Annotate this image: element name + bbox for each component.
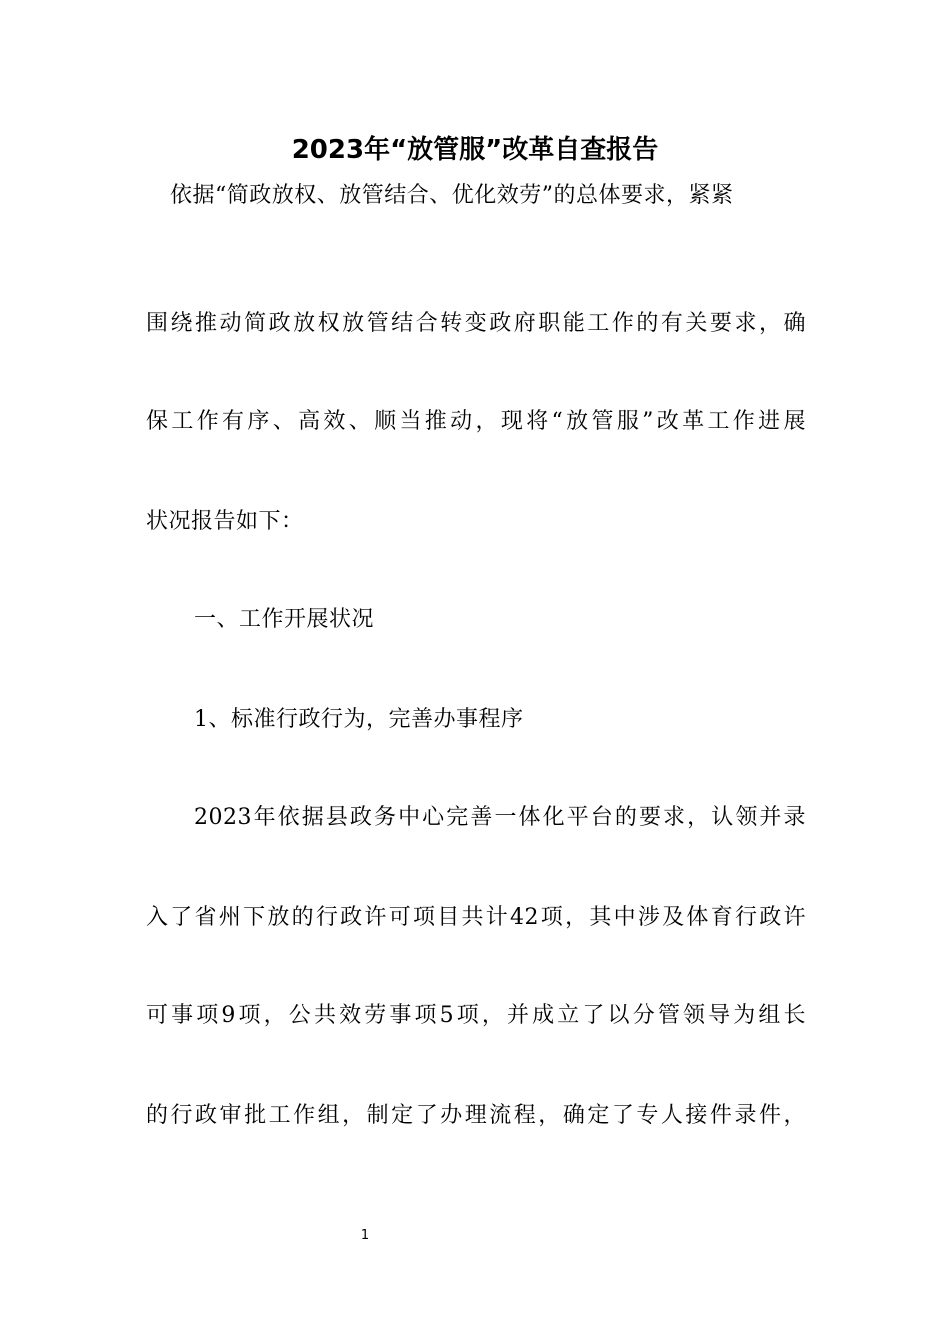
paragraph-line: 状况报告如下：	[146, 509, 304, 534]
paragraph-line: 入了省州下放的行政许可项目共计42项，其中涉及体育行政许	[146, 905, 806, 930]
paragraph-line: 保工作有序、高效、顺当推动，现将“放管服”改革工作进展	[146, 409, 806, 434]
document-title: 2023年“放管服”改革自查报告	[291, 135, 659, 165]
paragraph-line: 的行政审批工作组，制定了办理流程，确定了专人接件录件，	[146, 1103, 806, 1128]
paragraph-line: 围绕推动简政放权放管结合转变政府职能工作的有关要求，确	[146, 311, 806, 336]
paragraph-line: 2023年依据县政务中心完善一体化平台的要求，认领并录	[194, 805, 806, 830]
subsection-heading: 1、标准行政行为，完善办事程序	[194, 707, 524, 732]
section-heading: 一、工作开展状况	[194, 607, 375, 632]
page-number: 1	[360, 1228, 370, 1243]
paragraph-line: 可事项9项，公共效劳事项5项，并成立了以分管领导为组长	[146, 1003, 806, 1028]
paragraph-line: 依据“简政放权、放管结合、优化效劳”的总体要求，紧紧	[170, 183, 734, 208]
